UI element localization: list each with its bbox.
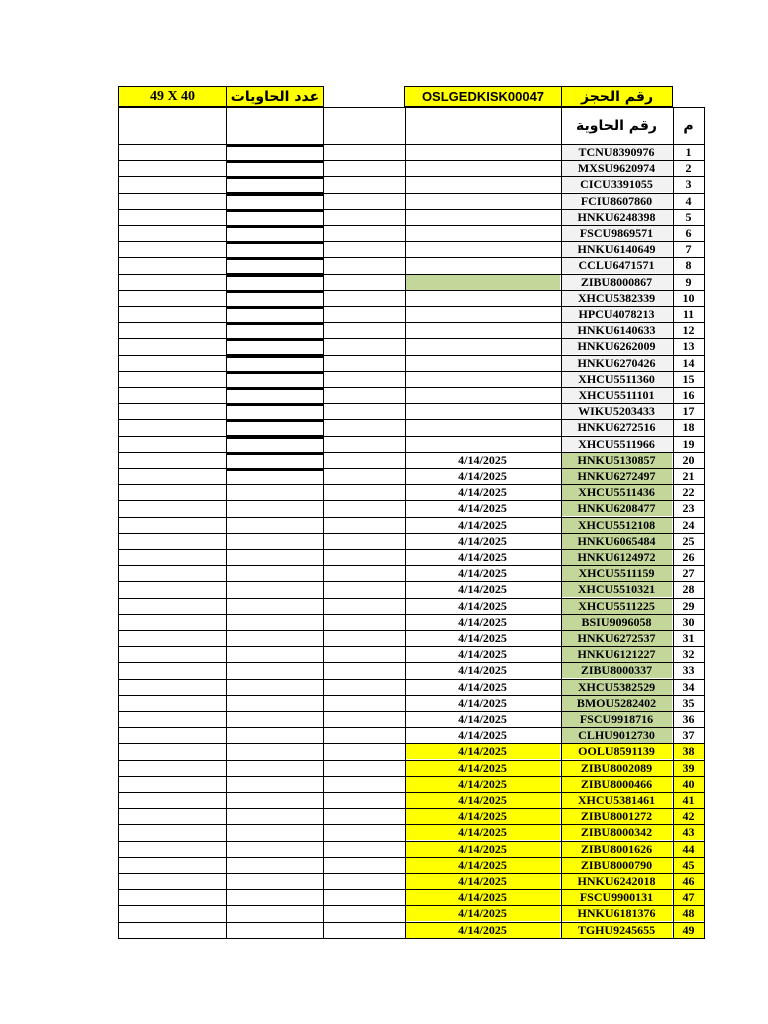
table-row: [119, 193, 704, 209]
count-cell[interactable]: [226, 420, 323, 436]
date-cell[interactable]: 4/14/2025: [405, 793, 560, 808]
container-number-cell[interactable]: HNKU5130857: [561, 453, 672, 468]
count-cell[interactable]: [226, 145, 323, 161]
row-index-cell: 26: [682, 550, 695, 564]
container-number-cell[interactable]: HNKU6272497: [561, 469, 672, 484]
date-cell[interactable]: 4/14/2025: [405, 858, 560, 873]
date-cell[interactable]: [405, 372, 560, 387]
count-cell[interactable]: [226, 356, 323, 372]
row-index-cell: 5: [685, 209, 692, 224]
container-number-cell[interactable]: CCLU6471571: [561, 258, 672, 273]
container-number-cell[interactable]: HNKU6248398: [561, 210, 672, 225]
date-cell[interactable]: [405, 210, 560, 225]
date-cell[interactable]: 4/14/2025: [405, 777, 560, 792]
row-index-cell: 4: [685, 193, 692, 208]
date-cell[interactable]: [405, 258, 560, 273]
count-cell[interactable]: [226, 177, 323, 193]
table-row: [119, 760, 704, 776]
count-cell[interactable]: [226, 372, 323, 388]
container-number-cell[interactable]: HNKU6262009: [561, 339, 672, 354]
count-cell[interactable]: [226, 469, 323, 485]
container-number-cell[interactable]: ZIBU8000342: [561, 825, 672, 840]
table-row: [119, 338, 704, 354]
booking-number-cell[interactable]: OSLGEDKISK00047: [404, 86, 562, 107]
date-cell[interactable]: 4/14/2025: [458, 679, 507, 694]
table-row: [119, 371, 704, 387]
table-row: [119, 889, 704, 905]
table-row: [119, 257, 704, 273]
date-cell[interactable]: 4/14/2025: [405, 890, 560, 905]
row-index-cell: 17: [682, 404, 695, 419]
date-cell[interactable]: [405, 242, 560, 257]
row-index-cell: 49: [673, 923, 704, 938]
container-number-cell[interactable]: XHCU5512108: [561, 518, 672, 533]
table-row: [119, 905, 704, 921]
column-divider: [405, 108, 406, 938]
date-cell[interactable]: [405, 307, 560, 322]
row-index-cell: 42: [673, 809, 704, 824]
container-number-cell[interactable]: XHCU5511101: [561, 388, 672, 403]
table-row: [119, 662, 704, 678]
column-divider: [323, 108, 324, 938]
count-cell[interactable]: [226, 161, 323, 177]
row-index-cell: 29: [682, 598, 695, 613]
container-number-cell[interactable]: HNKU6140633: [561, 323, 672, 338]
row-index-cell: 13: [682, 339, 695, 354]
container-number-cell[interactable]: CLHU9012730: [561, 728, 672, 743]
container-number-cell[interactable]: FSCU9869571: [561, 226, 672, 241]
date-cell[interactable]: [405, 339, 560, 354]
container-number-cell[interactable]: ZIBU8002089: [561, 761, 672, 776]
table-row: [119, 209, 704, 225]
row-index-cell: 41: [673, 793, 704, 808]
table-row: [119, 679, 704, 695]
container-number-cell[interactable]: XHCU5511159: [561, 566, 672, 581]
table-row: [119, 436, 704, 452]
row-index-cell: 47: [673, 890, 704, 905]
container-number-cell[interactable]: BSIU9096058: [561, 615, 672, 630]
container-number-cell[interactable]: HNKU6272516: [561, 420, 672, 435]
table-row: [119, 176, 704, 192]
row-index-cell: 31: [682, 631, 695, 645]
count-cell[interactable]: [226, 437, 323, 453]
table-row: [119, 646, 704, 662]
date-cell[interactable]: 4/14/2025: [458, 485, 507, 500]
table-row: [119, 792, 704, 808]
row-index-cell: 33: [682, 663, 695, 678]
row-index-cell: 25: [682, 533, 695, 548]
table-row: [119, 841, 704, 857]
row-index-cell: 14: [682, 355, 695, 370]
count-cell[interactable]: [226, 339, 323, 355]
row-index-cell: 46: [673, 874, 704, 889]
container-number-cell[interactable]: HNKU6140649: [561, 242, 672, 257]
row-index-cell: 39: [673, 761, 704, 776]
date-cell[interactable]: 4/14/2025: [405, 744, 560, 759]
table-row: [119, 565, 704, 581]
container-number-cell[interactable]: MXSU9620974: [561, 161, 672, 176]
row-index-cell: 9: [685, 274, 692, 289]
date-cell[interactable]: 4/14/2025: [458, 566, 507, 581]
date-cell[interactable]: [405, 226, 560, 241]
row-index-cell: 24: [682, 517, 695, 532]
row-index-cell: 30: [682, 614, 695, 629]
container-number-cell[interactable]: HNKU6272537: [561, 631, 672, 646]
date-cell[interactable]: [405, 177, 560, 192]
date-cell[interactable]: 4/14/2025: [458, 452, 507, 467]
index-header: م: [683, 118, 694, 134]
table-row: [119, 355, 704, 371]
container-number-cell[interactable]: HNKU6124972: [561, 550, 672, 565]
count-cell[interactable]: [226, 404, 323, 420]
container-number-cell[interactable]: FCIU8607860: [561, 194, 672, 209]
booking-number-label: رقم الحجز: [561, 86, 673, 107]
row-index-cell: 44: [673, 842, 704, 857]
container-number-cell[interactable]: TGHU9245655: [561, 923, 672, 938]
table-row: [119, 403, 704, 419]
date-cell[interactable]: 4/14/2025: [458, 598, 507, 613]
container-number-cell[interactable]: XHCU5511360: [561, 372, 672, 387]
row-index-cell: 10: [682, 290, 695, 305]
table-row: [119, 225, 704, 241]
date-cell[interactable]: 4/14/2025: [405, 842, 560, 857]
container-number-cell[interactable]: XHCU5511436: [561, 485, 672, 500]
table-row: [119, 387, 704, 403]
table-row: [119, 776, 704, 792]
row-index-cell: 1: [685, 145, 692, 159]
table-row: [119, 711, 704, 727]
table-row: [119, 824, 704, 840]
count-cell[interactable]: [226, 210, 323, 226]
column-divider: [226, 108, 227, 938]
table-row: [119, 808, 704, 824]
container-number-cell[interactable]: ZIBU8001626: [561, 842, 672, 857]
row-index-cell: 23: [682, 501, 695, 516]
table-row: [119, 322, 704, 338]
row-index-cell: 15: [682, 371, 695, 386]
container-number-cell[interactable]: XHCU5382339: [561, 291, 672, 306]
date-cell[interactable]: 4/14/2025: [405, 923, 560, 938]
row-index-cell: 45: [673, 858, 704, 873]
row-index-cell: 43: [673, 825, 704, 840]
container-number-cell[interactable]: XHCU5382529: [561, 680, 672, 695]
table-row: [119, 452, 704, 468]
container-number-cell[interactable]: FSCU9900131: [561, 890, 672, 905]
date-cell[interactable]: [405, 194, 560, 209]
count-cell[interactable]: [226, 388, 323, 404]
container-number-cell[interactable]: HPCU4078213: [561, 307, 672, 322]
container-number-cell[interactable]: ZIBU8000790: [561, 858, 672, 873]
container-number-cell[interactable]: BMOU5282402: [561, 696, 672, 711]
row-index-cell: 8: [685, 258, 692, 273]
table-row: [119, 517, 704, 533]
date-cell[interactable]: 4/14/2025: [458, 712, 507, 726]
container-number-cell[interactable]: HNKU6208477: [561, 501, 672, 516]
row-index-cell: 19: [682, 436, 695, 451]
row-index-cell: 7: [685, 242, 692, 257]
row-index-cell: 3: [685, 177, 692, 192]
table-row: [119, 290, 704, 306]
container-number-cell[interactable]: HNKU6065484: [561, 534, 672, 549]
container-number-cell[interactable]: HNKU6242018: [561, 874, 672, 889]
table-row: [119, 598, 704, 614]
table-row: [119, 500, 704, 516]
container-number-cell[interactable]: XHCU5381461: [561, 793, 672, 808]
row-index-cell: 32: [682, 647, 695, 662]
row-index-cell: 48: [673, 906, 704, 921]
count-cell[interactable]: [226, 242, 323, 258]
container-number-header: رقم الحاوية: [576, 118, 657, 134]
row-index-cell: 22: [682, 485, 695, 500]
table-row: [119, 743, 704, 759]
date-cell[interactable]: 4/14/2025: [458, 582, 507, 597]
table-row: [119, 695, 704, 711]
container-number-cell[interactable]: CICU3391055: [561, 177, 672, 192]
size-value-cell[interactable]: 49 X 40: [118, 86, 227, 107]
table-row: [119, 306, 704, 322]
container-number-cell[interactable]: XHCU5511966: [561, 437, 672, 452]
date-cell[interactable]: [405, 291, 560, 306]
row-index-cell: 40: [673, 777, 704, 792]
container-number-cell[interactable]: TCNU8390976: [561, 145, 672, 160]
count-cell[interactable]: [226, 291, 323, 307]
table-row: [119, 241, 704, 257]
row-index-cell: 27: [682, 566, 695, 581]
date-cell[interactable]: [405, 161, 560, 176]
date-cell[interactable]: 4/14/2025: [405, 761, 560, 776]
table-row: [119, 274, 704, 290]
date-cell[interactable]: 4/14/2025: [458, 517, 507, 532]
container-count-label: عدد الحاويات: [226, 86, 324, 107]
table-row: [119, 419, 704, 435]
container-number-cell[interactable]: HNKU6270426: [561, 356, 672, 371]
date-cell[interactable]: 4/14/2025: [405, 809, 560, 824]
date-cell[interactable]: 4/14/2025: [405, 825, 560, 840]
row-index-cell: 34: [682, 679, 695, 694]
date-cell[interactable]: [405, 323, 560, 338]
row-index-cell: 11: [682, 307, 695, 321]
date-cell[interactable]: 4/14/2025: [458, 647, 507, 662]
table-row: [119, 727, 704, 743]
container-number-cell[interactable]: FSCU9918716: [561, 712, 672, 727]
table-row: [119, 614, 704, 630]
table-row: [119, 549, 704, 565]
row-index-cell: 36: [682, 712, 695, 726]
container-number-cell[interactable]: WIKU5203433: [561, 404, 672, 419]
container-number-cell[interactable]: OOLU8591139: [561, 744, 672, 759]
date-cell[interactable]: 4/14/2025: [458, 728, 507, 743]
container-number-cell[interactable]: ZIBU8000337: [561, 663, 672, 678]
row-index-cell: 35: [682, 695, 695, 710]
date-cell[interactable]: 4/14/2025: [458, 631, 507, 645]
row-index-cell: 28: [682, 582, 695, 597]
date-cell[interactable]: [405, 404, 560, 419]
row-index-cell: 18: [682, 420, 695, 435]
count-cell[interactable]: [226, 307, 323, 323]
row-index-cell: 37: [682, 728, 695, 743]
count-cell[interactable]: [226, 323, 323, 339]
date-cell[interactable]: 4/14/2025: [405, 906, 560, 921]
row-index-cell: 6: [685, 226, 692, 240]
date-cell[interactable]: [405, 437, 560, 452]
date-cell[interactable]: 4/14/2025: [458, 469, 507, 483]
table-row: [119, 873, 704, 889]
row-index-cell: 38: [673, 744, 704, 759]
table-row: [119, 144, 704, 160]
container-number-cell[interactable]: ZIBU8000466: [561, 777, 672, 792]
column-divider: [561, 108, 562, 938]
table-row: [119, 484, 704, 500]
count-cell[interactable]: [226, 226, 323, 242]
container-number-cell[interactable]: ZIBU8001272: [561, 809, 672, 824]
date-cell[interactable]: 4/14/2025: [405, 874, 560, 889]
row-index-cell: 2: [685, 161, 692, 176]
date-cell[interactable]: [405, 420, 560, 435]
table-row: [119, 630, 704, 646]
column-divider: [673, 108, 674, 938]
table-row: [119, 468, 704, 484]
date-cell[interactable]: 4/14/2025: [458, 614, 507, 629]
date-cell[interactable]: 4/14/2025: [458, 533, 507, 548]
row-index-cell: 21: [682, 469, 695, 483]
count-cell[interactable]: [226, 258, 323, 274]
container-number-cell[interactable]: ZIBU8000867: [561, 275, 672, 290]
date-cell[interactable]: 4/14/2025: [458, 663, 507, 678]
row-index-cell: 20: [682, 452, 695, 467]
date-cell[interactable]: [405, 356, 560, 371]
row-index-cell: 12: [682, 323, 695, 338]
date-cell[interactable]: 4/14/2025: [458, 695, 507, 710]
container-table: [118, 107, 705, 939]
count-cell[interactable]: [226, 275, 323, 291]
date-cell[interactable]: 4/14/2025: [458, 501, 507, 516]
row-index-cell: 16: [682, 388, 695, 402]
date-cell[interactable]: [405, 145, 560, 160]
table-row: [119, 922, 704, 938]
count-cell[interactable]: [226, 194, 323, 210]
container-number-cell[interactable]: HNKU6181376: [561, 906, 672, 921]
container-number-cell[interactable]: HNKU6121227: [561, 647, 672, 662]
table-row: [119, 857, 704, 873]
date-cell[interactable]: [405, 275, 560, 290]
date-cell[interactable]: [405, 388, 560, 403]
container-number-cell[interactable]: XHCU5510321: [561, 582, 672, 597]
count-cell[interactable]: [226, 453, 323, 469]
container-number-cell[interactable]: XHCU5511225: [561, 599, 672, 614]
table-row: [119, 581, 704, 597]
table-row: [119, 160, 704, 176]
date-cell[interactable]: 4/14/2025: [458, 550, 507, 564]
table-row: [119, 533, 704, 549]
